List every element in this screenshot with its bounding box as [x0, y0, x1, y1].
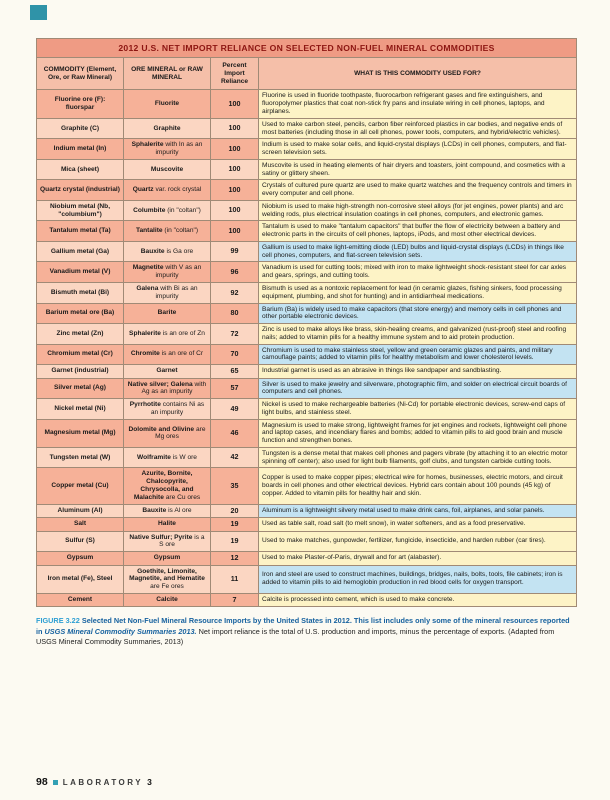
percent-import-reliance-cell: 35	[211, 468, 259, 504]
commodity-cell: Vanadium metal (V)	[37, 262, 124, 283]
commodity-cell: Fluorine ore (F): fluorspar	[37, 90, 124, 118]
ore-mineral-name: Calcite	[156, 596, 178, 604]
percent-import-reliance-cell: 100	[211, 159, 259, 180]
usage-cell: Bismuth is used as a nontoxic replacement for lead (in ceramic glazes, fishing sinkers, food processing equipment, plumbing, and shot for hunting) and in antidiarrheal medications.	[259, 282, 577, 303]
percent-import-reliance-cell: 70	[211, 344, 259, 365]
usage-cell: Used as table salt, road salt (to melt snow), in water softeners, and as a food preservative.	[259, 518, 577, 531]
caption-source-title: USGS Mineral Commodity Summaries 2013.	[44, 626, 197, 636]
ore-mineral-name: Galena	[136, 284, 159, 292]
table-row	[37, 565, 577, 593]
usage-cell: Used to make matches, gunpowder, fertilizer, fungicide, insecticide, and harden rubber (car tires).	[259, 531, 577, 552]
column-header-commodity: COMMODITY (Element, Ore, or Raw Mineral)	[37, 58, 124, 90]
ore-mineral-cell	[124, 139, 211, 160]
table-row	[37, 419, 577, 447]
table-row	[37, 504, 577, 517]
column-header-ore-mineral: ORE MINERAL or RAW MINERAL	[124, 58, 211, 90]
usage-cell: Tungsten is a dense metal that makes cell phones and pagers vibrate (by attaching it to an electric motor spinning off center); also used for light bulb filaments, golf clubs, and tungsten carbide cutting tools.	[259, 447, 577, 468]
table-row	[37, 90, 577, 118]
ore-mineral-cell	[124, 378, 211, 399]
ore-mineral-name: Native Sulfur; Pyrite	[129, 533, 193, 541]
caption-regular-text: Net import reliance is the total of U.S. production and imports, minus the percentage of exports. (Adapted from USGS Mineral Commodity Summaries, 2013)	[36, 626, 555, 646]
ore-mineral-cell	[124, 200, 211, 221]
figure-label: FIGURE 3.22	[36, 616, 80, 626]
ore-mineral-cell	[124, 518, 211, 531]
footer-section-number: 3	[147, 777, 152, 787]
ore-mineral-cell	[124, 419, 211, 447]
page-number: 98	[36, 776, 48, 788]
table-row	[37, 221, 577, 242]
ore-mineral-name: Bauxite	[140, 247, 165, 255]
ore-mineral-name: Sphalerite	[131, 141, 164, 149]
ore-mineral-note: contains Ni as an impurity	[150, 401, 205, 416]
percent-import-reliance-cell: 19	[211, 518, 259, 531]
page-corner-mark	[30, 5, 47, 20]
table-row	[37, 324, 577, 345]
commodity-cell: Sulfur (S)	[37, 531, 124, 552]
ore-mineral-cell	[124, 90, 211, 118]
usage-cell: Industrial garnet is used as an abrasive in things like sandpaper and sandblasting.	[259, 365, 577, 378]
ore-mineral-note: var. rock crystal	[155, 186, 202, 194]
ore-mineral-name: Bauxite	[142, 506, 167, 514]
percent-import-reliance-cell: 72	[211, 324, 259, 345]
ore-mineral-note: is W ore	[172, 453, 197, 461]
commodity-cell: Indium metal (In)	[37, 139, 124, 160]
table-row	[37, 378, 577, 399]
ore-mineral-cell	[124, 399, 211, 420]
commodity-cell: Magnesium metal (Mg)	[37, 419, 124, 447]
ore-mineral-note: with Ag as an impurity	[141, 380, 207, 396]
commodity-cell: Chromium metal (Cr)	[37, 344, 124, 365]
ore-mineral-name: Wolframite	[137, 453, 171, 461]
column-header-commodity-use: WHAT IS THIS COMMODITY USED FOR?	[259, 58, 577, 90]
ore-mineral-cell	[124, 159, 211, 180]
ore-mineral-cell	[124, 531, 211, 552]
table-row	[37, 447, 577, 468]
ore-mineral-name: Quartz	[132, 186, 154, 194]
ore-mineral-note: is Ga ore	[166, 247, 194, 255]
ore-mineral-cell	[124, 282, 211, 303]
commodity-cell: Quartz crystal (industrial)	[37, 180, 124, 201]
percent-import-reliance-cell: 100	[211, 200, 259, 221]
table-row	[37, 200, 577, 221]
ore-mineral-cell	[124, 593, 211, 606]
commodity-cell: Niobium metal (Nb, "columbium")	[37, 200, 124, 221]
usage-cell: Vanadium is used for cutting tools; mixed with iron to make lightweight shock-resistant steel for car axles and gears, springs, and cutting tools.	[259, 262, 577, 283]
ore-mineral-note: with In as an impurity	[155, 141, 203, 157]
figure-caption	[36, 616, 576, 647]
ore-mineral-note: are Cu ores	[165, 493, 201, 501]
commodity-cell: Silver metal (Ag)	[37, 378, 124, 399]
commodity-cell: Gypsum	[37, 552, 124, 565]
commodity-cell: Nickel metal (Ni)	[37, 399, 124, 420]
ore-mineral-name: Sphalerite	[129, 329, 161, 337]
percent-import-reliance-cell: 46	[211, 419, 259, 447]
usage-cell: Iron and steel are used to construct machines, buildings, bridges, nails, bolts, tools, file cabinets; iron is added to vitamin pills to aid hemoglobin production in red blood cells for oxygen transport.	[259, 565, 577, 593]
commodity-cell: Aluminum (Al)	[37, 504, 124, 517]
column-header-percent-import-reliance: Percent Import Reliance	[211, 58, 259, 90]
page-footer	[36, 776, 152, 788]
table-row	[37, 399, 577, 420]
usage-cell: Zinc is used to make alloys like brass, skin-healing creams, and galvanized (rust-proof) steel and roofing nails; added to vitamin pills for a healthy immune system and to aid protein production.	[259, 324, 577, 345]
usage-cell: Calcite is processed into cement, which is used to make concrete.	[259, 593, 577, 606]
ore-mineral-note: is a S ore	[159, 533, 205, 549]
ore-mineral-name: Gypsum	[153, 554, 181, 562]
mineral-import-table	[36, 38, 577, 607]
ore-mineral-name: Columbite	[133, 206, 166, 214]
ore-mineral-name: Barite	[157, 309, 177, 317]
commodity-cell: Zinc metal (Zn)	[37, 324, 124, 345]
percent-import-reliance-cell: 42	[211, 447, 259, 468]
ore-mineral-note: (in "coltan")	[164, 227, 199, 235]
ore-mineral-cell	[124, 221, 211, 242]
ore-mineral-cell	[124, 504, 211, 517]
usage-cell: Aluminum is a lightweight silvery metal used to make drink cans, foil, airplanes, and solar panels.	[259, 504, 577, 517]
table-row	[37, 303, 577, 324]
percent-import-reliance-cell: 11	[211, 565, 259, 593]
caption-bold-text: Selected Net Non-Fuel Mineral Resource Imports by the United States in 2012. This list includes only some of the mineral resources reported in	[36, 616, 570, 636]
table-row	[37, 552, 577, 565]
ore-mineral-cell	[124, 303, 211, 324]
ore-mineral-cell	[124, 365, 211, 378]
usage-cell: Nickel is used to make rechargeable batteries (Ni-Cd) for portable electronic devices, screw-end caps of light bulbs, and stainless steel.	[259, 399, 577, 420]
footer-section-label: LABORATORY	[62, 777, 144, 787]
usage-cell: Used to make carbon steel, pencils, carbon fiber reinforced plastics in car bodies, and negative ends of most batteries (including those in all cell phones, power tools, computers, and hybrid/electric vehicles).	[259, 118, 577, 139]
percent-import-reliance-cell: 96	[211, 262, 259, 283]
usage-cell: Magnesium is used to make strong, lightweight frames for jet engines and rockets, lightweight cell phone and laptop cases, and incendiary flares and bombs; added to vitamin pills to aid good brain and muscle function and strengthen bones.	[259, 419, 577, 447]
commodity-cell: Tungsten metal (W)	[37, 447, 124, 468]
table-title: 2012 U.S. NET IMPORT RELIANCE ON SELECTED NON-FUEL MINERAL COMMODITIES	[37, 39, 577, 58]
ore-mineral-note: are Mg ores	[155, 425, 206, 441]
table-row	[37, 118, 577, 139]
table-row	[37, 159, 577, 180]
ore-mineral-note: are Fe ores	[150, 583, 184, 591]
commodity-cell: Iron metal (Fe), Steel	[37, 565, 124, 593]
usage-cell: Silver is used to make jewelry and silverware, photographic film, and solder on electrical circuit boards of computers and cell phones.	[259, 378, 577, 399]
usage-cell: Tantalum is used to make "tantalum capacitors" that buffer the flow of electricity between a battery and electronic parts in the circuits of cell phones, laptops, iPods, and most other electrical devices.	[259, 221, 577, 242]
ore-mineral-name: Garnet	[156, 367, 178, 375]
ore-mineral-note: with Bi as an impurity	[155, 284, 198, 300]
percent-import-reliance-cell: 65	[211, 365, 259, 378]
commodity-cell: Tantalum metal (Ta)	[37, 221, 124, 242]
table-row	[37, 593, 577, 606]
table-row	[37, 344, 577, 365]
ore-mineral-cell	[124, 324, 211, 345]
usage-cell: Gallium is used to make light-emitting diode (LED) bulbs and liquid-crystal displays (LCDs) in things like cell phones, computers, and flat-screen television sets.	[259, 241, 577, 262]
ore-mineral-cell	[124, 118, 211, 139]
table-row	[37, 241, 577, 262]
ore-mineral-cell	[124, 565, 211, 593]
percent-import-reliance-cell: 49	[211, 399, 259, 420]
usage-cell: Copper is used to make copper pipes; electrical wire for homes, businesses, electric motors, and circuit boards in cell phones and other electrical devices. Hybrid cars contain about 100 pounds (45 kg) of copper. Added to vitamin pills for healthy hair and skin.	[259, 468, 577, 504]
percent-import-reliance-cell: 99	[211, 241, 259, 262]
usage-cell: Used to make Plaster-of-Paris, drywall and for art (alabaster).	[259, 552, 577, 565]
percent-import-reliance-cell: 20	[211, 504, 259, 517]
table-row	[37, 262, 577, 283]
ore-mineral-note: is Al ore	[168, 506, 192, 514]
ore-mineral-name: Graphite	[153, 124, 181, 132]
commodity-cell: Salt	[37, 518, 124, 531]
ore-mineral-name: Chromite	[130, 350, 160, 358]
ore-mineral-note: is an ore of Cr	[161, 350, 204, 358]
usage-cell: Chromium is used to make stainless steel, yellow and green ceramic glazes and paints, and military camouflage paints; added to vitamin pills for healthy metabolism and lower cholesterol levels.	[259, 344, 577, 365]
percent-import-reliance-cell: 100	[211, 118, 259, 139]
ore-mineral-name: Fluorite	[154, 100, 180, 108]
usage-cell: Crystals of cultured pure quartz are used to make quartz watches and the frequency controls and timers in every computer and cell phone.	[259, 180, 577, 201]
commodity-cell: Gallium metal (Ga)	[37, 241, 124, 262]
percent-import-reliance-cell: 57	[211, 378, 259, 399]
ore-mineral-cell	[124, 180, 211, 201]
ore-mineral-name: Pyrrhotite	[129, 401, 161, 409]
usage-cell: Niobium is used to make high-strength non-corrosive steel alloys (for jet engines, power plants) and arc welding rods, plus electrical insulation coatings in cell phones, computers, and electronic games.	[259, 200, 577, 221]
table-row	[37, 180, 577, 201]
percent-import-reliance-cell: 80	[211, 303, 259, 324]
usage-cell: Fluorine is used in fluoride toothpaste, fluorocarbon refrigerant gases and fire extinguishers, and fluoropolymer plastics that coat non-stick fry pans and insulate wiring in cell phones, laptops, and airplanes.	[259, 90, 577, 118]
commodity-cell: Barium metal ore (Ba)	[37, 303, 124, 324]
commodity-cell: Bismuth metal (Bi)	[37, 282, 124, 303]
percent-import-reliance-cell: 7	[211, 593, 259, 606]
ore-mineral-name: Tantalite	[135, 227, 163, 235]
square-bullet-icon	[53, 780, 58, 785]
table-row	[37, 531, 577, 552]
ore-mineral-name: Halite	[158, 520, 176, 528]
commodity-cell: Graphite (C)	[37, 118, 124, 139]
ore-mineral-cell	[124, 468, 211, 504]
table-row	[37, 365, 577, 378]
table-row	[37, 468, 577, 504]
ore-mineral-cell	[124, 447, 211, 468]
percent-import-reliance-cell: 19	[211, 531, 259, 552]
commodity-cell: Cement	[37, 593, 124, 606]
ore-mineral-cell	[124, 552, 211, 565]
ore-mineral-note: (in "coltan")	[167, 206, 201, 214]
table-row	[37, 139, 577, 160]
usage-cell: Indium is used to make solar cells, and liquid-crystal displays (LCDs) in cell phones, computers, and flat-screen television sets.	[259, 139, 577, 160]
percent-import-reliance-cell: 12	[211, 552, 259, 565]
usage-cell: Barium (Ba) is widely used to make capacitors (that store energy) and memory cells in cell phones and other portable electronic devices.	[259, 303, 577, 324]
table-row	[37, 282, 577, 303]
ore-mineral-name: Magnetite	[132, 264, 164, 272]
ore-mineral-name: Azurite, Bornite, Chalcopyrite, Chrysocolla, and Malachite	[133, 470, 194, 501]
percent-import-reliance-cell: 100	[211, 180, 259, 201]
ore-mineral-cell	[124, 262, 211, 283]
commodity-cell: Copper metal (Cu)	[37, 468, 124, 504]
table-body	[37, 90, 577, 607]
usage-cell: Muscovite is used in heating elements of hair dryers and toasters, joint compound, and cosmetics with a satiny or glittery sheen.	[259, 159, 577, 180]
ore-mineral-name: Goethite, Limonite, Magnetite, and Hematite	[129, 567, 205, 583]
commodity-cell: Garnet (industrial)	[37, 365, 124, 378]
ore-mineral-note: is an ore of Zn	[162, 329, 205, 337]
ore-mineral-name: Native silver; Galena	[127, 380, 193, 388]
percent-import-reliance-cell: 100	[211, 90, 259, 118]
ore-mineral-cell	[124, 344, 211, 365]
table-row	[37, 518, 577, 531]
percent-import-reliance-cell: 100	[211, 139, 259, 160]
ore-mineral-cell	[124, 241, 211, 262]
percent-import-reliance-cell: 100	[211, 221, 259, 242]
commodity-cell: Mica (sheet)	[37, 159, 124, 180]
percent-import-reliance-cell: 92	[211, 282, 259, 303]
ore-mineral-note: with V as an impurity	[155, 264, 202, 280]
ore-mineral-name: Dolomite and Olivine	[128, 425, 195, 433]
ore-mineral-name: Muscovite	[150, 165, 184, 173]
